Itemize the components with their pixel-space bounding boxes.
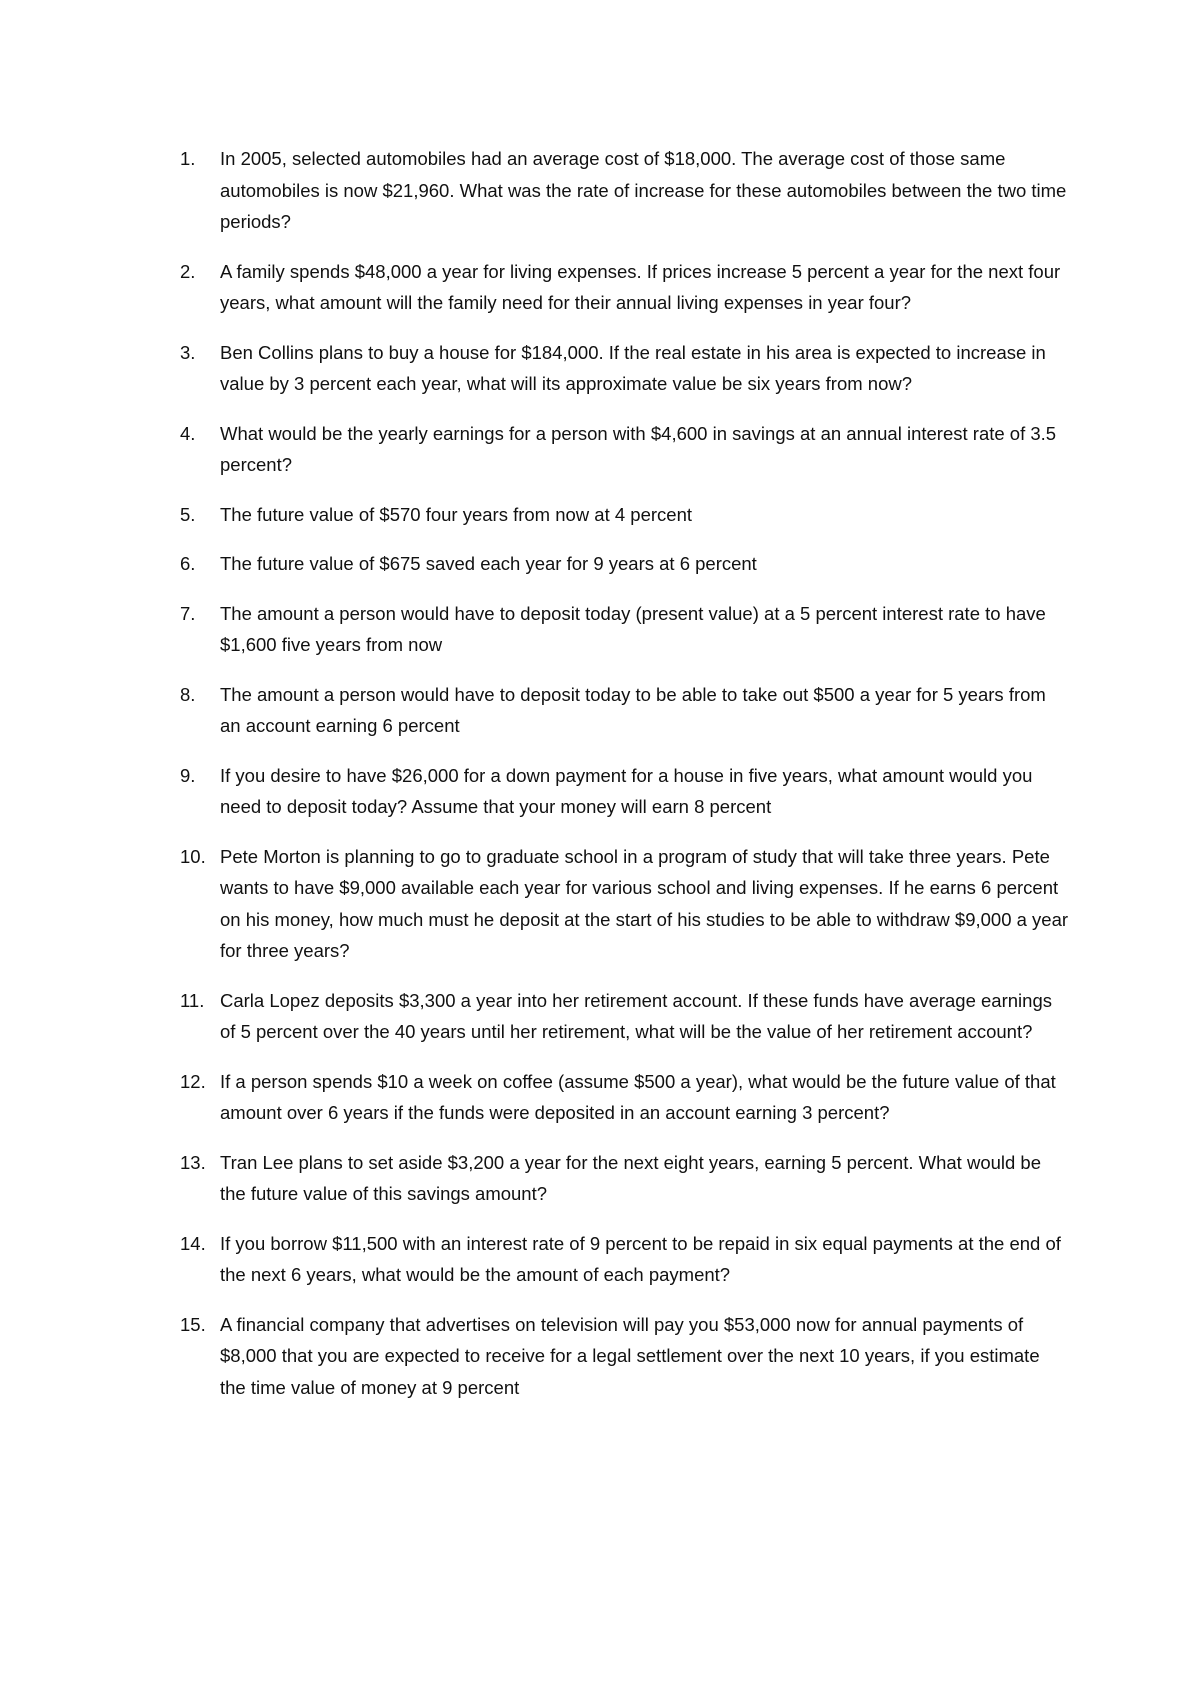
problem-text: Tran Lee plans to set aside $3,200 a year for the next eight years, earning 5 percent. What would be the future value of this savings amount? <box>220 1151 1042 1204</box>
problem-text: A financial company that advertises on television will pay you $53,000 now for annual payments of $8,000 that you are expected to receive for a legal settlement over the next 10 years, if you estimate the time value of money at 9 percent <box>220 1313 1040 1398</box>
problem-number: 13. <box>180 1151 206 1173</box>
problem-text: In 2005, selected automobiles had an average cost of $18,000. The average cost of those same automobiles is now $21,960. What was the rate of increase for these automobiles between the two time periods? <box>220 148 1067 232</box>
problem-item-11 <box>180 985 1070 1048</box>
problem-item-13 <box>180 1147 1070 1210</box>
problem-item-15 <box>180 1309 1070 1404</box>
problem-number: 10. <box>180 845 206 867</box>
problem-number: 14. <box>180 1232 206 1254</box>
problem-text: Ben Collins plans to buy a house for $184,000. If the real estate in his area is expected to increase in value by 3 percent each year, what will its approximate value be six years from now? <box>220 341 1046 394</box>
problem-text: The amount a person would have to deposit today to be able to take out $500 a year for 5 years from an account earning 6 percent <box>220 683 1046 736</box>
problem-number: 1. <box>180 148 196 169</box>
problem-item-3 <box>180 337 1070 400</box>
problem-item-9 <box>180 760 1070 823</box>
problem-text: Pete Morton is planning to go to graduate school in a program of study that will take three years. Pete wants to have $9,000 available each year for various school and living expenses. If he earns 6 percent on his money, how much must he deposit at the start of his studies to be able to withdraw $9,000 a year for three years? <box>220 845 1069 961</box>
problem-item-1 <box>180 143 1070 238</box>
problem-text: A family spends $48,000 a year for living expenses. If prices increase 5 percent a year for the next four years, what amount will the family need for their annual living expenses in year four? <box>220 260 1061 313</box>
problem-number: 7. <box>180 602 196 624</box>
problem-text: The amount a person would have to deposit today (present value) at a 5 percent interest rate to have $1,600 five years from now <box>220 602 1046 655</box>
problem-item-6 <box>180 548 1070 580</box>
problem-item-4 <box>180 418 1070 481</box>
problem-text: If you borrow $11,500 with an interest rate of 9 percent to be repaid in six equal payments at the end of the next 6 years, what would be the amount of each payment? <box>220 1232 1061 1285</box>
problem-number: 4. <box>180 422 196 444</box>
problem-text: The future value of $570 four years from now at 4 percent <box>220 503 693 525</box>
problem-number: 3. <box>180 341 196 363</box>
problem-number: 9. <box>180 764 196 786</box>
problem-item-5 <box>180 499 1070 531</box>
problem-number: 11. <box>180 989 205 1011</box>
problem-item-8 <box>180 679 1070 742</box>
problem-number: 8. <box>180 683 196 705</box>
problem-item-2 <box>180 256 1070 319</box>
problem-item-14 <box>180 1228 1070 1291</box>
problem-item-10 <box>180 841 1070 967</box>
problem-number: 12. <box>180 1070 206 1092</box>
problem-text: The future value of $675 saved each year for 9 years at 6 percent <box>220 553 757 574</box>
problem-number: 5. <box>180 503 196 525</box>
problem-item-12 <box>180 1066 1070 1129</box>
problem-text: What would be the yearly earnings for a person with $4,600 in savings at an annual interest rate of 3.5 percent? <box>220 422 1057 475</box>
problem-text: If a person spends $10 a week on coffee (assume $500 a year), what would be the future value of that amount over 6 years if the funds were deposited in an account earning 3 percent? <box>220 1070 1056 1123</box>
problem-text: Carla Lopez deposits $3,300 a year into her retirement account. If these funds have average earnings of 5 percent over the 40 years until her retirement, what will be the value of her retirement account? <box>220 989 1052 1042</box>
problem-list <box>180 143 1070 1421</box>
problem-number: 2. <box>180 260 196 282</box>
problem-number: 15. <box>180 1313 206 1335</box>
problem-item-7 <box>180 598 1070 661</box>
problem-text: If you desire to have $26,000 for a down payment for a house in five years, what amount would you need to deposit today? Assume that your money will earn 8 percent <box>220 764 1033 817</box>
problem-number: 6. <box>180 553 196 574</box>
